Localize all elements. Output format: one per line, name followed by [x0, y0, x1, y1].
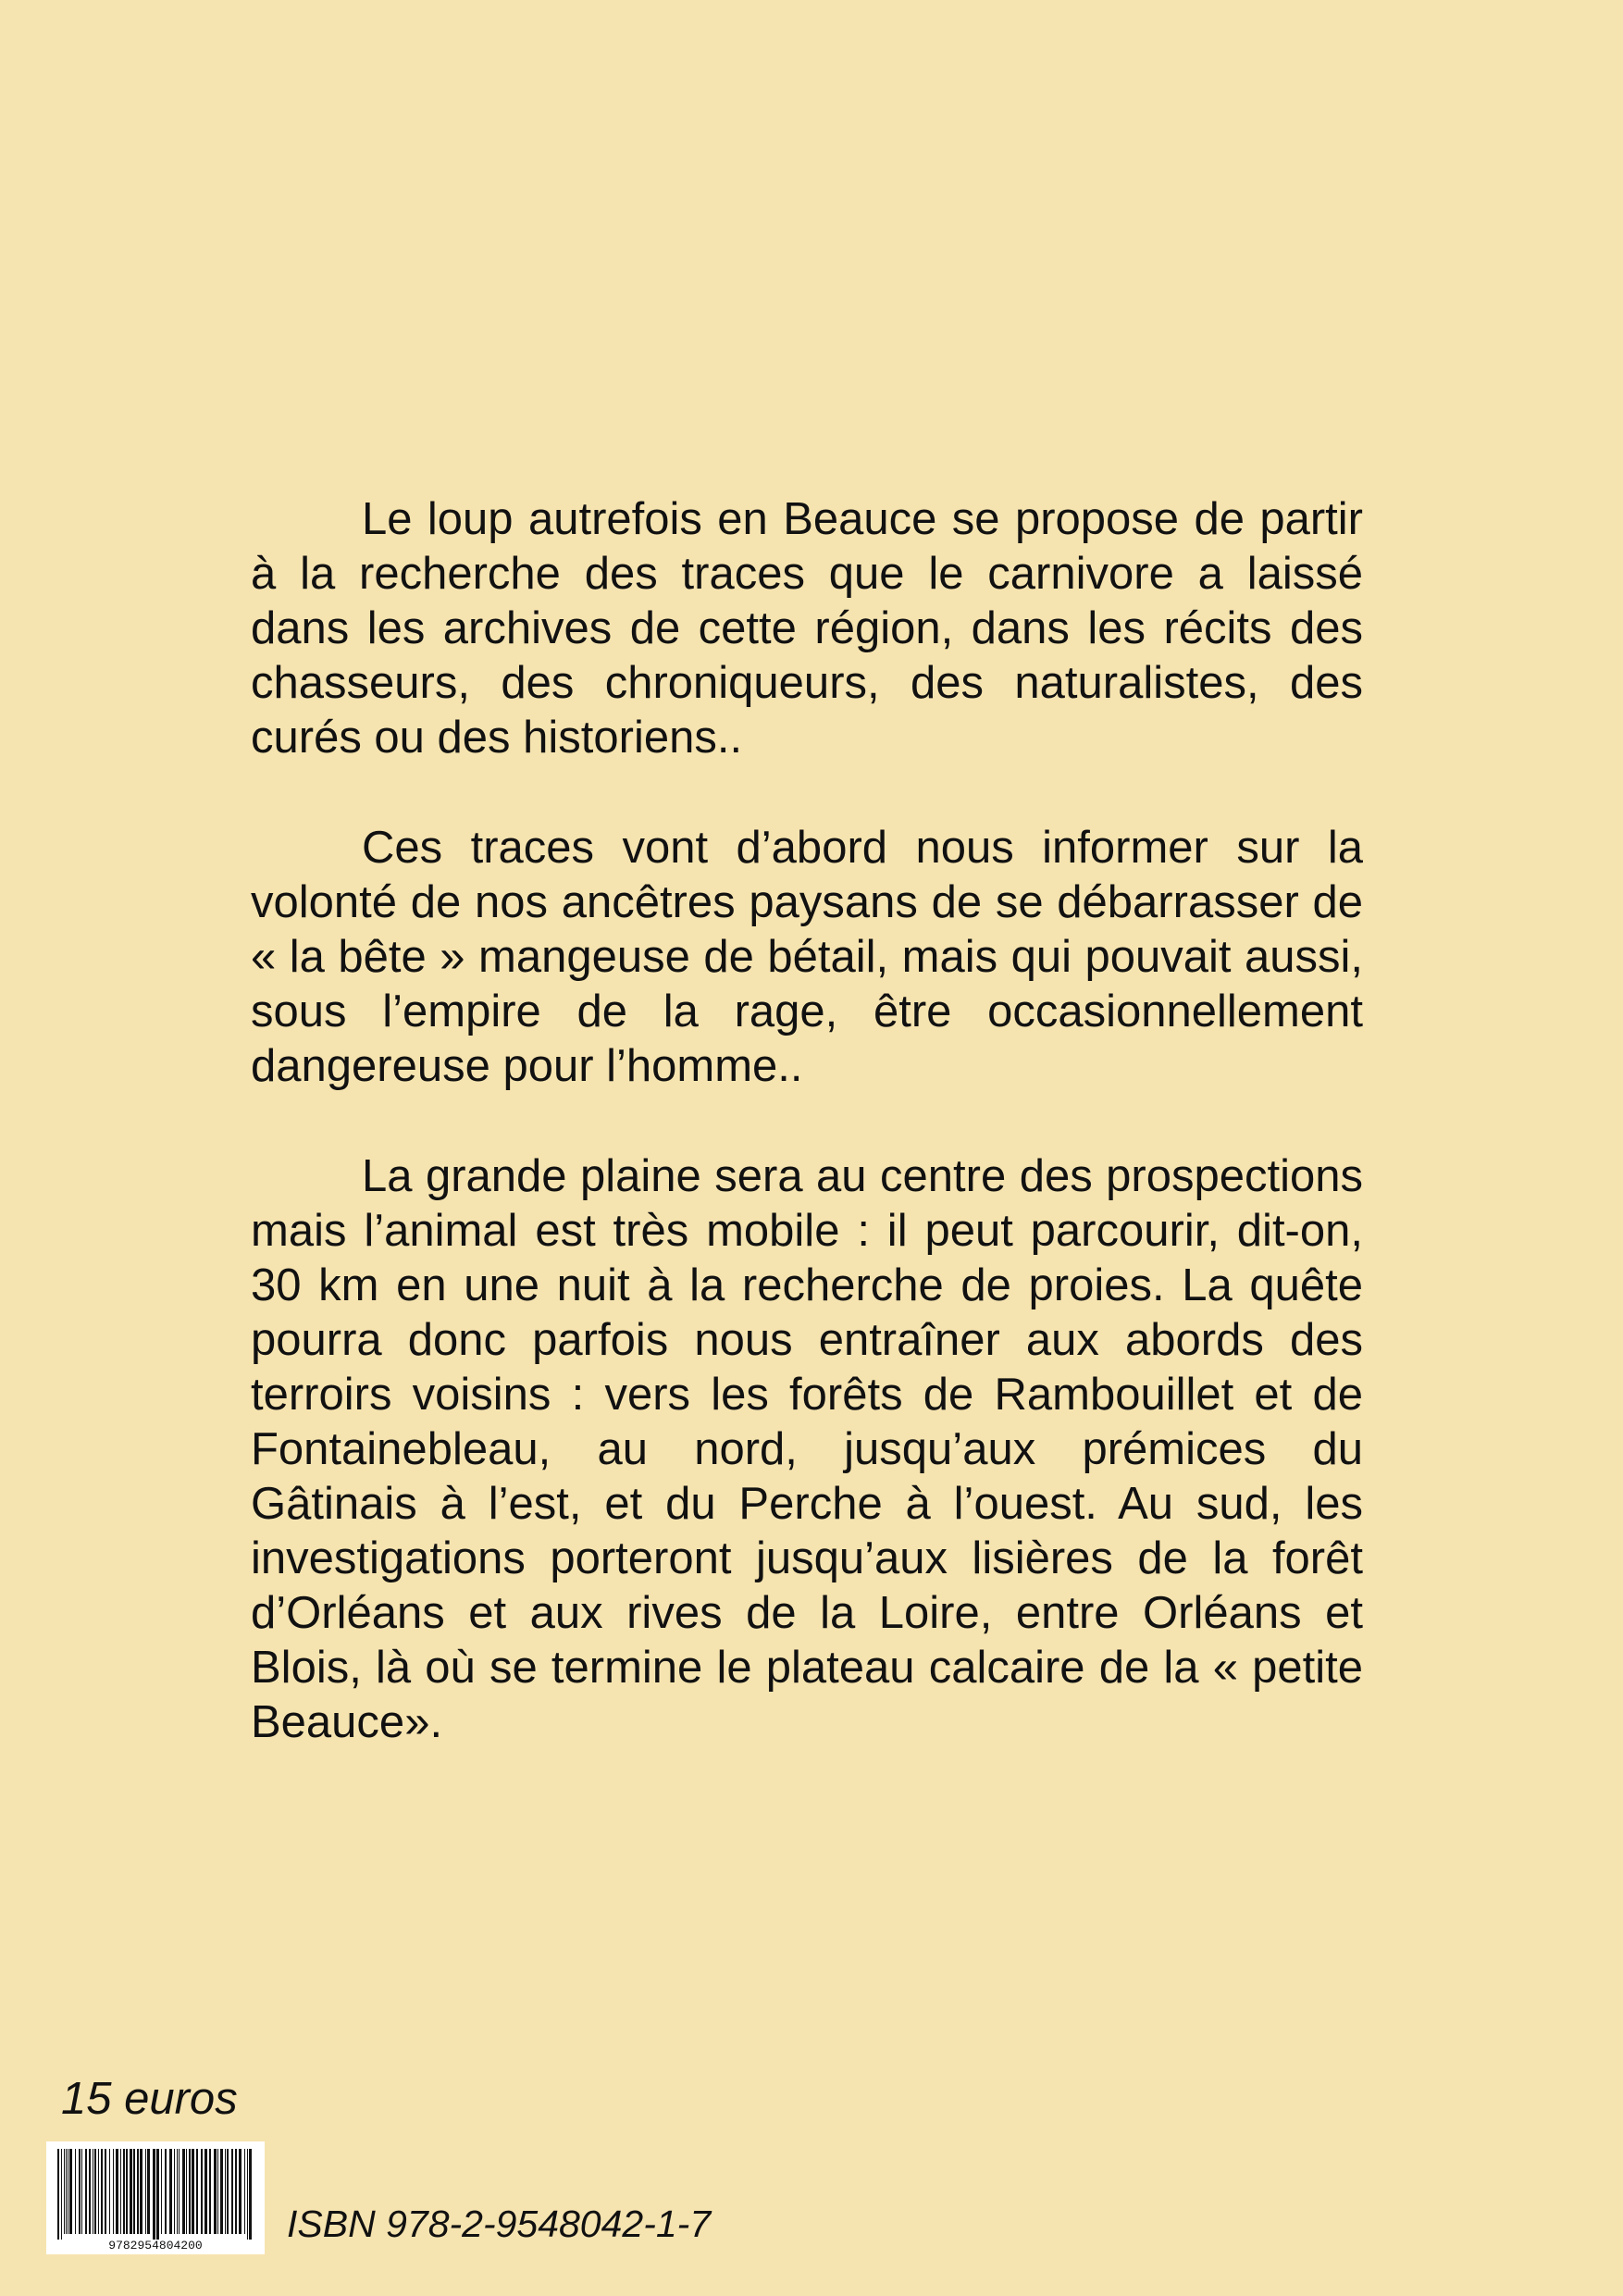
barcode-bar [165, 2149, 167, 2234]
barcode-bar [57, 2149, 59, 2240]
barcode-bar [116, 2149, 118, 2234]
blurb-paragraph-1: Le loup autrefois en Beauce se propose de partir à la recherche des traces que le carnivore a laissé dans les archives de cette région, dans les récits des chasseurs, des chroniqueurs, des naturalistes, des curés ou des historiens.. [251, 494, 1363, 763]
barcode-bar [186, 2149, 187, 2234]
barcode-bar [153, 2149, 155, 2240]
barcode-bar [98, 2149, 99, 2234]
barcode-bar [120, 2149, 121, 2234]
barcode-bar [66, 2149, 67, 2234]
barcode-bar [227, 2149, 229, 2234]
blurb-paragraph-2: Ces traces vont d’abord nous informer sur la volonté de nos ancêtres paysans de se débarrasser de « la bête » mangeuse de bétail, mais qui pouvait aussi, sous l’empire de la rage, être occasionnellement dangereuse pour l’homme.. [251, 823, 1363, 1091]
barcode [46, 2141, 265, 2254]
barcode-bar [225, 2149, 226, 2234]
barcode-bar [105, 2149, 106, 2234]
barcode-bar [161, 2149, 162, 2234]
barcode-bar [113, 2149, 114, 2234]
barcode-bar [85, 2149, 87, 2234]
barcode-bar [174, 2149, 175, 2234]
barcode-bar [137, 2149, 139, 2234]
barcode-bar [89, 2149, 91, 2234]
barcode-bar [126, 2149, 128, 2234]
barcode-bar [140, 2149, 142, 2234]
barcode-bar [239, 2149, 242, 2234]
barcode-bar [130, 2149, 132, 2234]
barcode-bar [64, 2149, 65, 2234]
barcode-bar [235, 2149, 237, 2234]
barcode-bar [196, 2149, 198, 2234]
barcode-bar [109, 2149, 110, 2234]
isbn-label: ISBN 978-2-9548042-1-7 [287, 2203, 712, 2245]
barcode-bar [249, 2149, 252, 2240]
barcode-bar [192, 2149, 194, 2234]
blurb-text [251, 492, 1363, 1806]
barcode-bar [209, 2149, 211, 2234]
barcode-bar [147, 2149, 150, 2234]
barcode-bar [231, 2149, 233, 2234]
blurb-paragraph-3: La grande plaine sera au centre des prospections mais l’animal est très mobile : il peut parcourir, dit-on, 30 km en une nuit à la recherche de proies. La quête pourra donc parfois nous entraîner aux abords des terroirs voisins : vers les forêts de Rambouillet et de Fontainebleau, au nord, jusqu’aux prémices du Gâtinais à l’est, et du Perche à l’ouest. Au sud, les investigations porteront jusqu’aux lisières de la forêt d’Orléans et aux rives de la Loire, entre Orléans et Blois, là où se termine le plateau calcaire de la « petite Beauce». [251, 1151, 1363, 1747]
barcode-bar [101, 2149, 103, 2234]
barcode-bar [69, 2149, 72, 2234]
barcode-bar [244, 2149, 245, 2234]
barcode-bar [94, 2149, 96, 2234]
barcode-bar [75, 2149, 76, 2234]
barcode-bar [123, 2149, 125, 2234]
barcode-bar [61, 2149, 62, 2240]
barcode-bar [247, 2149, 248, 2240]
barcode-bar [204, 2149, 207, 2234]
barcode-bar [79, 2149, 81, 2234]
barcode-graphic [46, 2141, 265, 2254]
barcode-bar [81, 2149, 82, 2234]
barcode-digits: 9782954804200 [108, 2239, 203, 2253]
barcode-bar [145, 2149, 146, 2234]
barcode-bar [201, 2149, 203, 2234]
price-label: 15 euros [61, 2074, 238, 2124]
barcode-bar [214, 2149, 217, 2234]
barcode-bar [189, 2149, 191, 2234]
barcode-bar [133, 2149, 135, 2234]
barcode-bar [220, 2149, 223, 2234]
barcode-bar [182, 2149, 185, 2234]
barcode-bar [179, 2149, 180, 2234]
barcode-bar [177, 2149, 178, 2234]
barcode-bar [156, 2149, 159, 2240]
barcode-bar [217, 2149, 218, 2234]
barcode-bars [57, 2149, 252, 2240]
barcode-bar [169, 2149, 172, 2234]
